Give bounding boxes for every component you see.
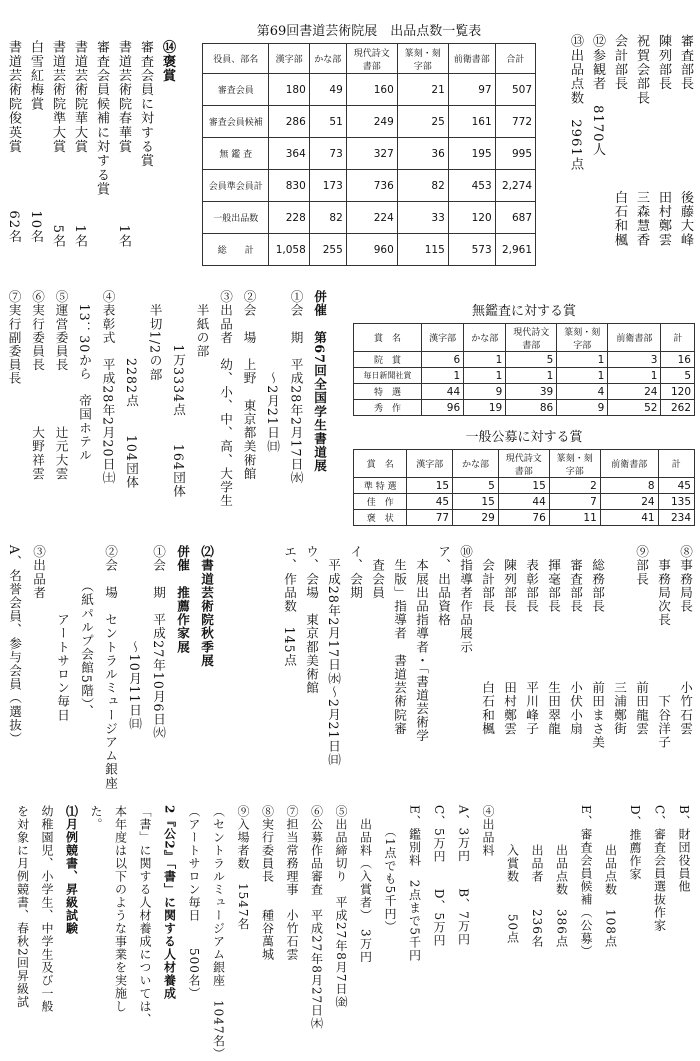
award-table-title: 無鑑査に対する賞: [471, 304, 576, 319]
text-line: 生版」指導者 書道芸術院審: [392, 545, 407, 736]
header-cell: 役員、部名: [203, 44, 269, 74]
table-cell: 16: [661, 352, 695, 368]
text-line: 〜2月21日㈰: [265, 290, 280, 454]
top-left-column-block: [2, 40, 178, 290]
award-table: [353, 449, 695, 526]
table-cell: 1: [557, 368, 608, 384]
text-line: ⑤出品締切り 平成27年8月7日㈮: [334, 805, 348, 1009]
text-line: 幼稚園児、小学生、中学生及び一般: [40, 805, 54, 1013]
table-cell: 45: [658, 478, 694, 494]
table-cell: 5: [453, 478, 499, 494]
table-cell: 44: [498, 494, 549, 510]
text-line: ⑫参観者 8170人: [590, 34, 605, 157]
table-cell: 25: [397, 106, 448, 138]
text-line: 出品点数 108点: [603, 805, 618, 948]
table-cell: 286: [269, 106, 309, 138]
header-cell: 前衛書部: [448, 44, 495, 74]
table-cell: 24: [600, 494, 658, 510]
header-cell: 賞 名: [354, 450, 407, 478]
header-cell: 漢字部: [422, 324, 464, 352]
table-cell: 249: [346, 106, 397, 138]
award-tables-wrap: [353, 300, 695, 526]
table-cell: 1: [557, 352, 608, 368]
table-cell: 1: [506, 368, 557, 384]
text-line: ②会 場 セントラルミュージアム銀座: [103, 545, 118, 790]
table-cell: 120: [661, 384, 695, 400]
section-heading: ⑭褒賞: [160, 40, 175, 83]
text-line: ⑬出品点数 2961点: [568, 34, 583, 171]
table-cell: 6: [422, 352, 464, 368]
text-line: 白雪紅梅賞 10名: [28, 40, 43, 244]
table-cell: 364: [269, 138, 309, 170]
text-line: アートサロン毎日: [55, 545, 70, 722]
table-cell: 1: [422, 368, 464, 384]
table-cell: 772: [495, 106, 535, 138]
section-subheading: 併催 推薦作家展: [175, 545, 190, 654]
text-line: 平成28年2月17日㈬〜2月21日㈰: [326, 545, 341, 767]
table-cell: 21: [397, 74, 448, 106]
table-cell: 29: [453, 510, 499, 526]
text-line: 総務部長 前田まさ美: [590, 545, 605, 749]
row-label: 毎日新聞社賞: [354, 368, 422, 384]
table-cell: 11: [549, 510, 600, 526]
header-cell: 漢字部: [269, 44, 309, 74]
text-line: を対象に月例競書、春秋2回昇級試: [15, 805, 30, 1009]
table-cell: 4: [557, 384, 608, 400]
table-cell: 76: [498, 510, 549, 526]
text-line: （セントラルミュージアム銀座 1047名）: [211, 805, 226, 1061]
table-cell: 195: [448, 138, 495, 170]
table-cell: 36: [397, 138, 448, 170]
header-cell: かな部: [453, 450, 499, 478]
text-line: 〜10月11日㈰: [127, 545, 142, 731]
table-cell: 255: [309, 234, 346, 266]
table-cell: 15: [453, 494, 499, 510]
text-line: 会計部長 白石和楓: [480, 545, 495, 736]
text-line: 書道芸術院春華賞 1名: [116, 40, 131, 249]
text-line: ④出品料: [481, 805, 495, 857]
row-label: 会員準会員計: [203, 170, 269, 202]
table-cell: 115: [397, 234, 448, 266]
text-line: （1点でも5千円）: [383, 805, 397, 934]
text-line: ⑦実行副委員長: [6, 290, 22, 386]
table-cell: 736: [346, 170, 397, 202]
table-cell: 5: [506, 352, 557, 368]
text-line: ②会 場 上野 東京都美術館: [241, 290, 257, 481]
table-cell: 453: [448, 170, 495, 202]
text-line: ①会 期 平成27年10月6日㈫: [151, 545, 166, 740]
text-line: イ、会期: [348, 545, 363, 600]
text-line: 揮毫部長 生田翠龍: [546, 545, 561, 736]
text-line: ④表彰式 平成28年2月20日㈯: [100, 290, 116, 485]
table-cell: 24: [608, 384, 661, 400]
text-line: B、財団役員他: [677, 805, 691, 893]
header-cell: 漢字部: [407, 450, 453, 478]
table-cell: 41: [600, 510, 658, 526]
text-line: E、鑑別料 2点まで5千円: [407, 805, 422, 963]
table-cell: 97: [448, 74, 495, 106]
table-cell: 44: [422, 384, 464, 400]
row-label: 無 鑑 査: [203, 138, 269, 170]
text-line: A、名誉会員、参与会員（選抜）: [7, 545, 22, 746]
text-line: ③出品者: [31, 545, 46, 600]
table-cell: 1: [608, 368, 661, 384]
table-cell: 15: [498, 478, 549, 494]
table-cell: 180: [269, 74, 309, 106]
table-cell: 830: [269, 170, 309, 202]
text-line: 審査会員候補に対する賞: [94, 40, 109, 197]
main-table: [202, 43, 536, 266]
table-cell: 135: [658, 494, 694, 510]
table-cell: 234: [658, 510, 694, 526]
table-cell: 120: [448, 202, 495, 234]
main-table-wrap: [202, 20, 536, 266]
award-table: [353, 323, 695, 416]
header-cell: 計: [661, 324, 695, 352]
text-line: 書道芸術院俊英賞 62名: [6, 40, 21, 244]
table-cell: 82: [397, 170, 448, 202]
text-line: 書道芸術院準大賞 5名: [50, 40, 65, 249]
table-cell: 2,274: [495, 170, 535, 202]
header-cell: 篆刻・刻字部: [557, 324, 608, 352]
row-label: 一般出品数: [203, 202, 269, 234]
header-cell: 現代詩文書部: [346, 44, 397, 74]
table-cell: 3: [608, 352, 661, 368]
table-cell: 173: [309, 170, 346, 202]
table-cell: 1: [464, 368, 506, 384]
text-line: 半切1/2の部: [147, 290, 163, 382]
text-line: 審査部長 小伏小扇: [568, 545, 583, 736]
table-cell: 1,058: [269, 234, 309, 266]
table-cell: 33: [397, 202, 448, 234]
table-cell: 8: [600, 478, 658, 494]
middle-column-block: [2, 290, 331, 520]
text-line: 出品料（入賞者） 3万円: [358, 805, 373, 964]
row-label: 佳 作: [354, 494, 407, 510]
text-line: E、審査会員候補（公募）: [579, 805, 593, 958]
table-cell: 15: [407, 478, 453, 494]
text-line: ⑧事務局長 小竹石雲: [678, 545, 693, 736]
top-right-column-block: [564, 34, 696, 334]
row-label: 院 賞: [354, 352, 422, 368]
row-label: 特 選: [354, 384, 422, 400]
row-label: 総 計: [203, 234, 269, 266]
text-line: C、5万円 D、5万円: [432, 805, 446, 948]
table-cell: 960: [346, 234, 397, 266]
table-cell: 96: [422, 400, 464, 416]
row-label: 秀 作: [354, 400, 422, 416]
text-line: 半紙の部: [194, 290, 210, 358]
table-cell: 52: [608, 400, 661, 416]
table-cell: 2: [549, 478, 600, 494]
table-cell: 45: [407, 494, 453, 510]
table-cell: 573: [448, 234, 495, 266]
table-cell: 2,961: [495, 234, 535, 266]
text-line: エ、作品数 145点: [282, 545, 297, 668]
header-cell: 現代詩文書部: [506, 324, 557, 352]
text-line: ⑨部長 前田龍雲: [634, 545, 649, 736]
section-heading: 2『公2』「書」に関する人材養成: [162, 805, 177, 1000]
text-line: A、3万円 B、7万円: [456, 805, 471, 946]
table-cell: 7: [549, 494, 600, 510]
text-line: ③出品者 幼、小、中、高、大学生: [218, 290, 233, 508]
text-line: ⑨入場者数 1547名: [236, 805, 250, 931]
award-table-title: 一般公募に対する賞: [465, 430, 583, 445]
text-line: 審査会員に対する賞: [138, 40, 153, 168]
row-label: 審査会員: [203, 74, 269, 106]
section-heading: ⑵書道芸術院秋季展: [199, 545, 214, 668]
text-line: 本年度は以下のような事業を実施し: [113, 805, 128, 1013]
table-cell: 39: [506, 384, 557, 400]
text-line: ⑦担当常務理事 小竹石雲: [285, 805, 299, 961]
text-line: C、審査会員選抜作家: [652, 805, 667, 933]
table-cell: 161: [448, 106, 495, 138]
table-cell: 19: [464, 400, 506, 416]
header-cell: かな部: [464, 324, 506, 352]
row-label: 準 特 選: [354, 478, 407, 494]
table-cell: 995: [495, 138, 535, 170]
text-line: 入賞数 50点: [505, 805, 520, 945]
header-cell: かな部: [309, 44, 346, 74]
header-cell: 賞 名: [354, 324, 422, 352]
header-cell: 篆刻・刻字部: [397, 44, 448, 74]
text-line: 陳列部長 田村鄭雲: [656, 34, 671, 247]
text-line: ⑥公募作品審査 平成27年8月27日㈭: [309, 805, 324, 1031]
bottom-column-block: [10, 805, 696, 1061]
table-cell: 687: [495, 202, 535, 234]
section-heading: ⑴月例競書、昇級試験: [64, 805, 79, 935]
row-label: 審査会員候補: [203, 106, 269, 138]
text-line: た。: [89, 805, 103, 831]
text-line: ウ、会場 東京都美術館: [304, 545, 319, 695]
text-line: ⑧実行委員長 種谷萬城: [260, 805, 275, 961]
text-line: 事務局次長 下谷洋子: [656, 545, 671, 749]
text-line: 1万3334点 164団体: [171, 290, 186, 499]
text-line: 表彰部長 平川峰子: [524, 545, 539, 736]
text-line: 本展出品指導者・「書道芸術学: [414, 545, 429, 743]
text-line: ⑤運営委員長 辻元大雲: [53, 290, 69, 481]
header-cell: 篆刻・刻字部: [549, 450, 600, 478]
table-cell: 51: [309, 106, 346, 138]
table-cell: 82: [309, 202, 346, 234]
text-line: 書道芸術院華大賞 1名: [72, 40, 87, 249]
row-label: 褒 状: [354, 510, 407, 526]
header-cell: 合計: [495, 44, 535, 74]
main-table-title: 第69回書道芸術院展 出品点数一覧表: [256, 24, 482, 39]
text-line: ①会 期 平成28年2月17日㈬: [288, 290, 304, 485]
text-line: ア、出品資格: [436, 545, 451, 627]
text-line: 会計部長 白石和楓: [612, 34, 627, 247]
header-cell: 前衛書部: [600, 450, 658, 478]
text-line: 「書」に関する人材養成については、: [138, 805, 152, 1026]
table-cell: 9: [557, 400, 608, 416]
table-cell: 228: [269, 202, 309, 234]
table-cell: 5: [661, 368, 695, 384]
text-line: 三浦鄭街: [612, 545, 627, 736]
text-line: 審査部長 後藤大峰: [678, 34, 693, 247]
table-cell: 9: [464, 384, 506, 400]
text-line: 祝賀会部長 三森慧香: [634, 34, 649, 247]
table-cell: 1: [464, 352, 506, 368]
text-line: 2282点 104団体: [124, 290, 139, 490]
text-line: （アートサロン毎日 500名）: [187, 805, 201, 1000]
text-line: ⑩指導者作品展示: [458, 545, 473, 654]
table-cell: 77: [407, 510, 453, 526]
text-line: 陳列部長 田村鄭雲: [502, 545, 517, 736]
header-cell: 計: [658, 450, 694, 478]
text-line: 出品者 236名: [530, 805, 544, 948]
table-cell: 49: [309, 74, 346, 106]
section-heading: 併催 第67回全国学生書道展: [312, 290, 327, 473]
text-line: ⑥実行委員長 大野祥雲: [30, 290, 45, 481]
text-line: 査会員: [370, 545, 385, 600]
lower-left-column-block: [2, 545, 218, 795]
header-cell: 前衛書部: [608, 324, 661, 352]
table-cell: 507: [495, 74, 535, 106]
table-cell: 73: [309, 138, 346, 170]
table-cell: 86: [506, 400, 557, 416]
header-cell: 現代詩文書部: [498, 450, 549, 478]
text-line: D、推薦作家: [628, 805, 642, 881]
text-line: 13：30から 帝国ホテル: [77, 290, 92, 463]
text-line: 出品点数 386点: [554, 805, 569, 948]
table-cell: 224: [346, 202, 397, 234]
table-cell: 327: [346, 138, 397, 170]
table-cell: 262: [661, 400, 695, 416]
middle-right-column-block: [278, 545, 696, 795]
table-cell: 160: [346, 74, 397, 106]
text-line: （紙パルプ会館5階）、: [79, 545, 94, 719]
